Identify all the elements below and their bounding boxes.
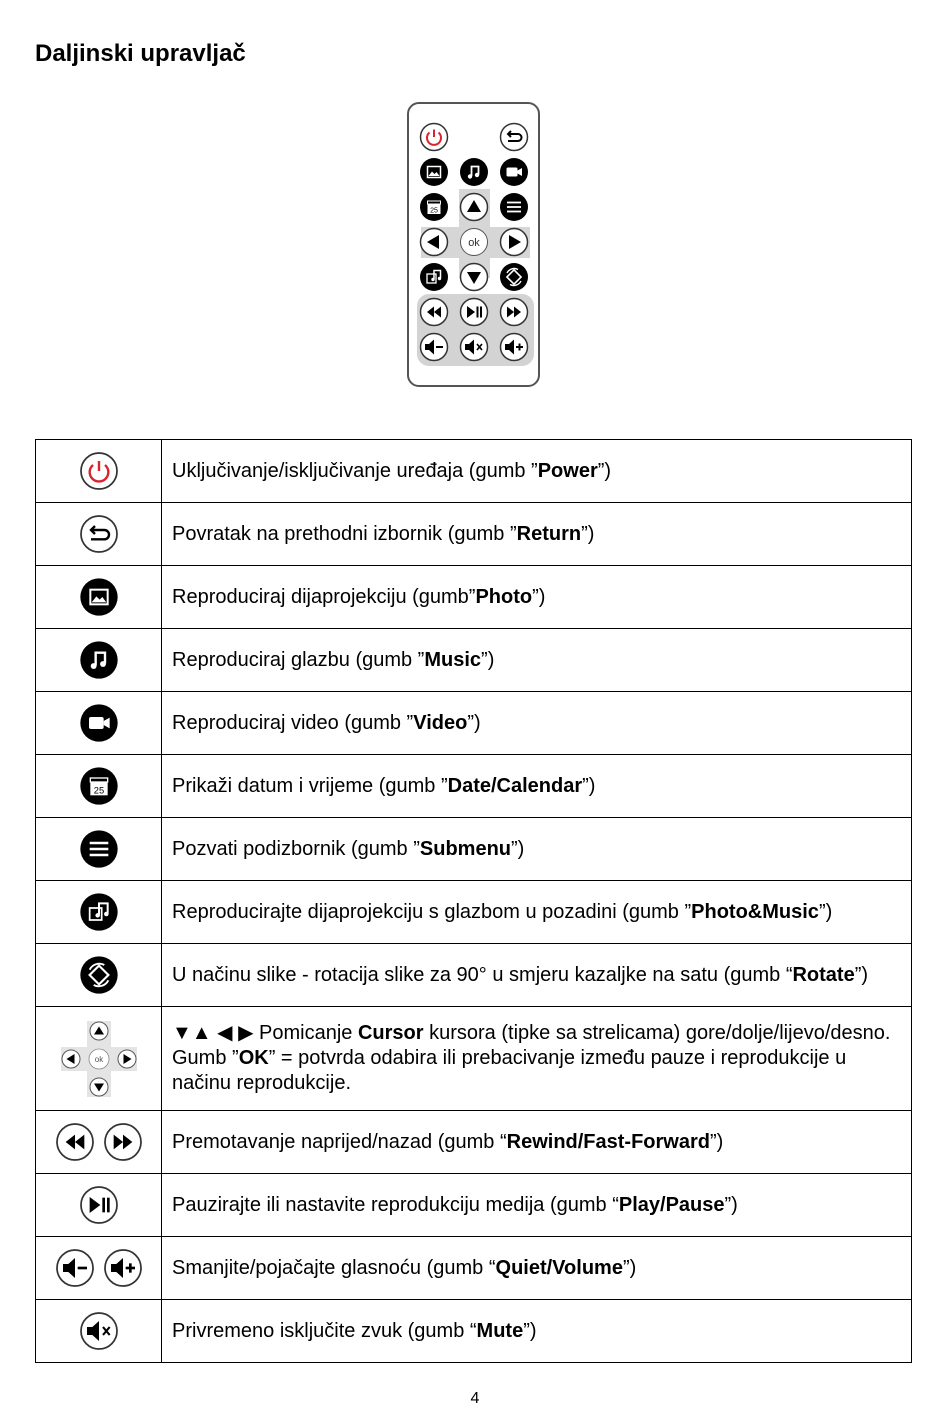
- photo-music-icon: [79, 892, 119, 932]
- arrow-glyphs: ▼▲ ◀ ▶: [172, 1022, 254, 1044]
- table-row: [36, 1111, 912, 1174]
- remote-calendar-button[interactable]: [419, 192, 449, 222]
- row-description: Premotavanje naprijed/nazad (gumb “Rewind/Fast-Forward”): [162, 1111, 912, 1174]
- mute-icon: [79, 1311, 119, 1351]
- table-row: [36, 629, 912, 692]
- table-row: [36, 755, 912, 818]
- remote-music-button[interactable]: [459, 157, 489, 187]
- remote-power-button[interactable]: [419, 122, 449, 152]
- table-row: [36, 1300, 912, 1363]
- remote-right-button[interactable]: [499, 227, 529, 257]
- remote-photo-button[interactable]: [419, 157, 449, 187]
- remote-play-pause-button[interactable]: [459, 297, 489, 327]
- row-description: Pozvati podizbornik (gumb ”Submenu”): [162, 818, 912, 881]
- remote-ok-label: ok: [468, 237, 480, 249]
- calendar-icon: [79, 766, 119, 806]
- row-description: ▼▲ ◀ ▶ Pomicanje Cursor kursora (tipke sa strelicama) gore/dolje/lijevo/desno. Gumb ”OK” = potvrda odabira ili prebacivanje između pauze i reprodukcije u načinu reprodukcije.: [162, 1007, 912, 1111]
- row-description: Reproduciraj glazbu (gumb ”Music”): [162, 629, 912, 692]
- remote-return-button[interactable]: [499, 122, 529, 152]
- remote-control: [407, 102, 540, 387]
- video-icon: [79, 703, 119, 743]
- table-row: [36, 1174, 912, 1237]
- row-description: Privremeno isključite zvuk (gumb “Mute”): [162, 1300, 912, 1363]
- return-icon: [79, 514, 119, 554]
- rotate-icon: [79, 955, 119, 995]
- rewind-icon: [55, 1122, 95, 1162]
- row-description: Smanjite/pojačajte glasnoću (gumb “Quiet/Volume”): [162, 1237, 912, 1300]
- table-row: [36, 440, 912, 503]
- row-description: Uključivanje/isključivanje uređaja (gumb ”Power”): [162, 440, 912, 503]
- remote-left-button[interactable]: [419, 227, 449, 257]
- remote-rotate-button[interactable]: [499, 262, 529, 292]
- remote-up-button[interactable]: [459, 192, 489, 222]
- row-description: U načinu slike - rotacija slike za 90° u smjeru kazaljke na satu (gumb “Rotate”): [162, 944, 912, 1007]
- row-description: Pauzirajte ili nastavite reprodukciju medija (gumb “Play/Pause”): [162, 1174, 912, 1237]
- fast-forward-icon: [103, 1122, 143, 1162]
- button-legend-table: [35, 439, 912, 1363]
- remote-volume-up-button[interactable]: [499, 332, 529, 362]
- remote-photo-music-button[interactable]: [419, 262, 449, 292]
- row-description: Povratak na prethodni izbornik (gumb ”Return”): [162, 503, 912, 566]
- remote-volume-down-button[interactable]: [419, 332, 449, 362]
- volume-down-icon: [55, 1248, 95, 1288]
- row-description: Prikaži datum i vrijeme (gumb ”Date/Calendar”): [162, 755, 912, 818]
- table-row: [36, 1237, 912, 1300]
- remote-calendar-day: 25: [430, 207, 438, 215]
- row-description: Reproduciraj dijaprojekciju (gumb”Photo”): [162, 566, 912, 629]
- table-row: [36, 1007, 912, 1111]
- music-icon: [79, 640, 119, 680]
- submenu-icon: [79, 829, 119, 869]
- remote-down-button[interactable]: [459, 262, 489, 292]
- play-pause-icon: [79, 1185, 119, 1225]
- table-row: [36, 692, 912, 755]
- page-title: Daljinski upravljač: [35, 40, 246, 67]
- power-icon: [79, 451, 119, 491]
- table-row: [36, 503, 912, 566]
- remote-fast-forward-button[interactable]: [499, 297, 529, 327]
- photo-icon: [79, 577, 119, 617]
- table-row: [36, 881, 912, 944]
- svg-text:25: 25: [93, 785, 104, 796]
- svg-text:ok: ok: [94, 1054, 103, 1064]
- remote-video-button[interactable]: [499, 157, 529, 187]
- remote-mute-button[interactable]: [459, 332, 489, 362]
- remote-submenu-button[interactable]: [499, 192, 529, 222]
- dpad-icon: [57, 1017, 141, 1101]
- remote-ok-button[interactable]: [459, 227, 489, 257]
- row-description: Reproduciraj video (gumb ”Video”): [162, 692, 912, 755]
- volume-up-icon: [103, 1248, 143, 1288]
- row-description: Reproducirajte dijaprojekciju s glazbom u pozadini (gumb ”Photo&Music”): [162, 881, 912, 944]
- table-row: [36, 818, 912, 881]
- table-row: [36, 944, 912, 1007]
- table-row: [36, 566, 912, 629]
- page-number: 4: [470, 1390, 480, 1407]
- remote-rewind-button[interactable]: [419, 297, 449, 327]
